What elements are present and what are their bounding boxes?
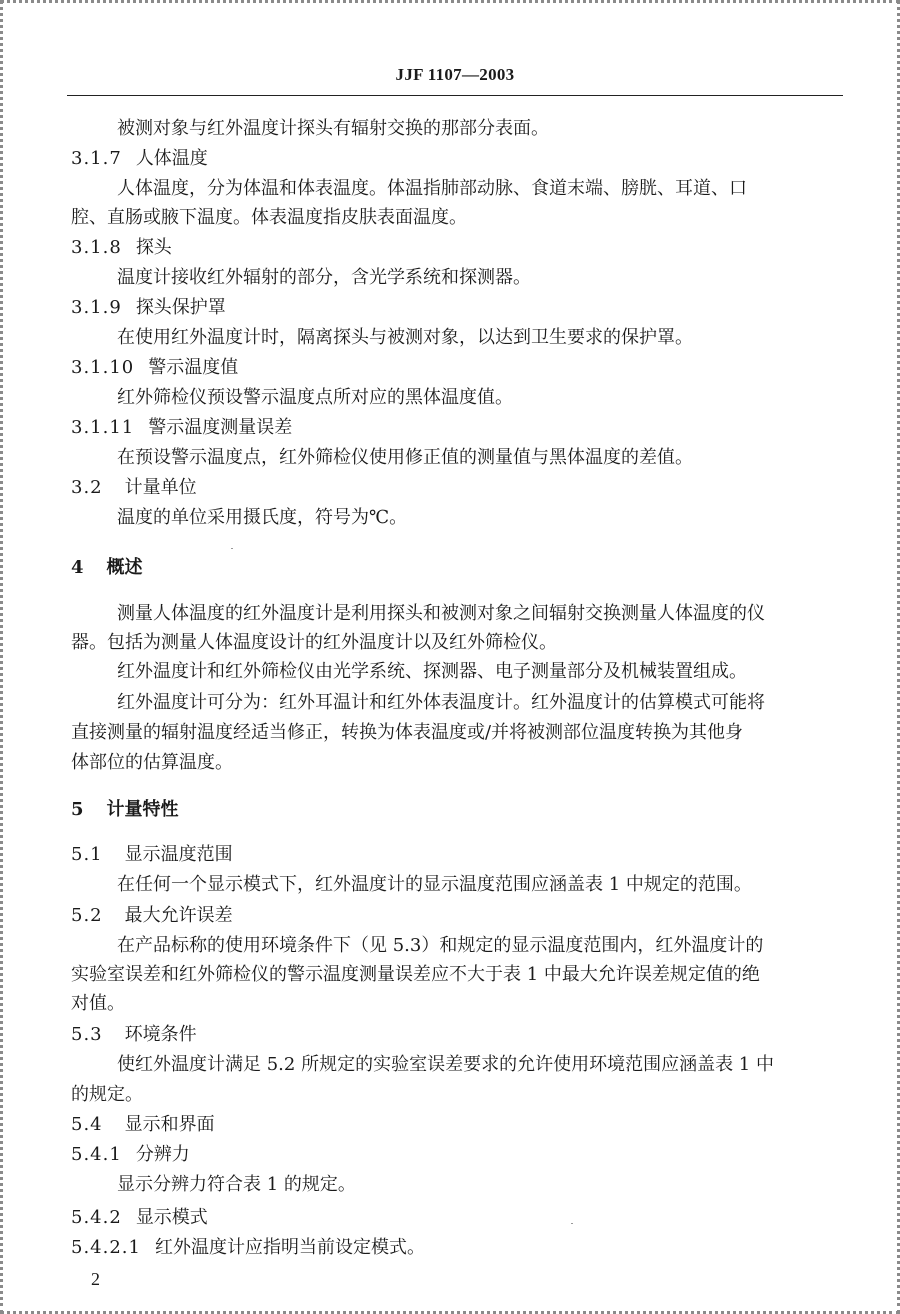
body-line: 直接测量的辐射温度经适当修正，转换为体表温度或/并将被测部位温度转换为其他身: [71, 722, 744, 743]
section-heading-5-3: [71, 1023, 897, 1047]
body-line: 体部位的估算温度。: [71, 752, 233, 773]
running-header: JJF 1107—2003: [395, 65, 515, 84]
body-line: 腔、直肠或腋下温度。体表温度指皮肤表面温度。: [71, 207, 467, 228]
section-heading-3-1-9: [71, 296, 897, 320]
section-number: 3.1.10: [71, 357, 135, 378]
body-line: 人体温度，分为体温和体表温度。体温指肺部动脉、食道末端、膀胱、耳道、口: [117, 178, 747, 199]
scan-speck: [231, 548, 233, 549]
body-line: 的规定。: [71, 1084, 143, 1105]
section-heading-3-2: [71, 476, 897, 500]
section-title: 红外温度计应指明当前设定模式。: [154, 1237, 425, 1258]
section-heading-5: [71, 798, 897, 822]
header-rule: [67, 95, 843, 96]
section-heading-5-4-2-1: [71, 1236, 897, 1260]
section-number: 3.1.7: [71, 148, 122, 169]
section-number: 5.4.2: [71, 1207, 122, 1228]
section-heading-4: [71, 556, 897, 580]
section-number: 3.1.8: [71, 237, 122, 258]
section-number: 5.4.2.1: [71, 1237, 141, 1258]
section-title: 显示模式: [135, 1207, 208, 1228]
section-number: 3.1.11: [71, 417, 135, 438]
section-heading-3-1-7: [71, 147, 897, 171]
section-number: 5.4: [71, 1114, 103, 1135]
section-number: 5: [71, 799, 85, 820]
page-number: 2: [91, 1269, 100, 1289]
section-title: 探头: [135, 237, 172, 258]
body-line: 红外筛检仪预设警示温度点所对应的黑体温度值。: [117, 387, 513, 408]
body-line: 使红外温度计满足 5.2 所规定的实验室误差要求的允许使用环境范围应涵盖表 1 中: [117, 1054, 774, 1075]
scan-speck: [571, 1223, 573, 1224]
section-title: 计量特性: [106, 799, 179, 820]
body-line: 在预设警示温度点，红外筛检仪使用修正值的测量值与黑体温度的差值。: [117, 447, 693, 468]
section-title: 环境条件: [124, 1024, 197, 1045]
section-number: 4: [71, 557, 85, 578]
body-line: 红外温度计可分为：红外耳温计和红外体表温度计。红外温度计的估算模式可能将: [117, 692, 765, 713]
section-title: 概述: [106, 557, 143, 578]
body-line: 在任何一个显示模式下，红外温度计的显示温度范围应涵盖表 1 中规定的范围。: [117, 874, 752, 895]
section-title: 人体温度: [135, 148, 208, 169]
body-line: 被测对象与红外温度计探头有辐射交换的那部分表面。: [117, 118, 549, 139]
body-line: 在产品标称的使用环境条件下（见 5.3）和规定的显示温度范围内，红外温度计的: [117, 935, 764, 956]
section-number: 5.2: [71, 905, 103, 926]
body-line: 红外温度计和红外筛检仪由光学系统、探测器、电子测量部分及机械装置组成。: [117, 661, 747, 682]
section-heading-3-1-10: [71, 356, 897, 380]
body-line: 显示分辨力符合表 1 的规定。: [117, 1174, 356, 1195]
body-line: 在使用红外温度计时，隔离探头与被测对象，以达到卫生要求的保护罩。: [117, 327, 693, 348]
section-heading-3-1-11: [71, 416, 897, 440]
body-line: 测量人体温度的红外温度计是利用探头和被测对象之间辐射交换测量人体温度的仪: [117, 603, 765, 624]
section-heading-5-2: [71, 904, 897, 928]
section-heading-5-4: [71, 1113, 897, 1137]
section-number: 3.2: [71, 477, 103, 498]
section-title: 警示温度值: [148, 357, 239, 378]
section-title: 警示温度测量误差: [148, 417, 293, 438]
section-heading-5-4-2: [71, 1206, 897, 1230]
body-line: 温度计接收红外辐射的部分，含光学系统和探测器。: [117, 267, 531, 288]
body-line: 温度的单位采用摄氏度，符号为℃。: [117, 507, 408, 528]
body-line: 器。包括为测量人体温度设计的红外温度计以及红外筛检仪。: [71, 632, 557, 653]
section-title: 计量单位: [124, 477, 197, 498]
section-title: 最大允许误差: [124, 905, 233, 926]
section-title: 显示和界面: [124, 1114, 215, 1135]
section-number: 5.1: [71, 844, 103, 865]
body-line: 对值。: [71, 993, 125, 1014]
section-title: 显示温度范围: [124, 844, 233, 865]
section-title: 分辨力: [135, 1144, 190, 1165]
section-number: 5.3: [71, 1024, 103, 1045]
section-heading-5-1: [71, 843, 897, 867]
section-heading-5-4-1: [71, 1143, 897, 1167]
section-number: 3.1.9: [71, 297, 122, 318]
section-number: 5.4.1: [71, 1144, 122, 1165]
section-title: 探头保护罩: [135, 297, 226, 318]
body-line: 实验室误差和红外筛检仪的警示温度测量误差应不大于表 1 中最大允许误差规定值的绝: [71, 964, 760, 985]
section-heading-3-1-8: [71, 236, 897, 260]
